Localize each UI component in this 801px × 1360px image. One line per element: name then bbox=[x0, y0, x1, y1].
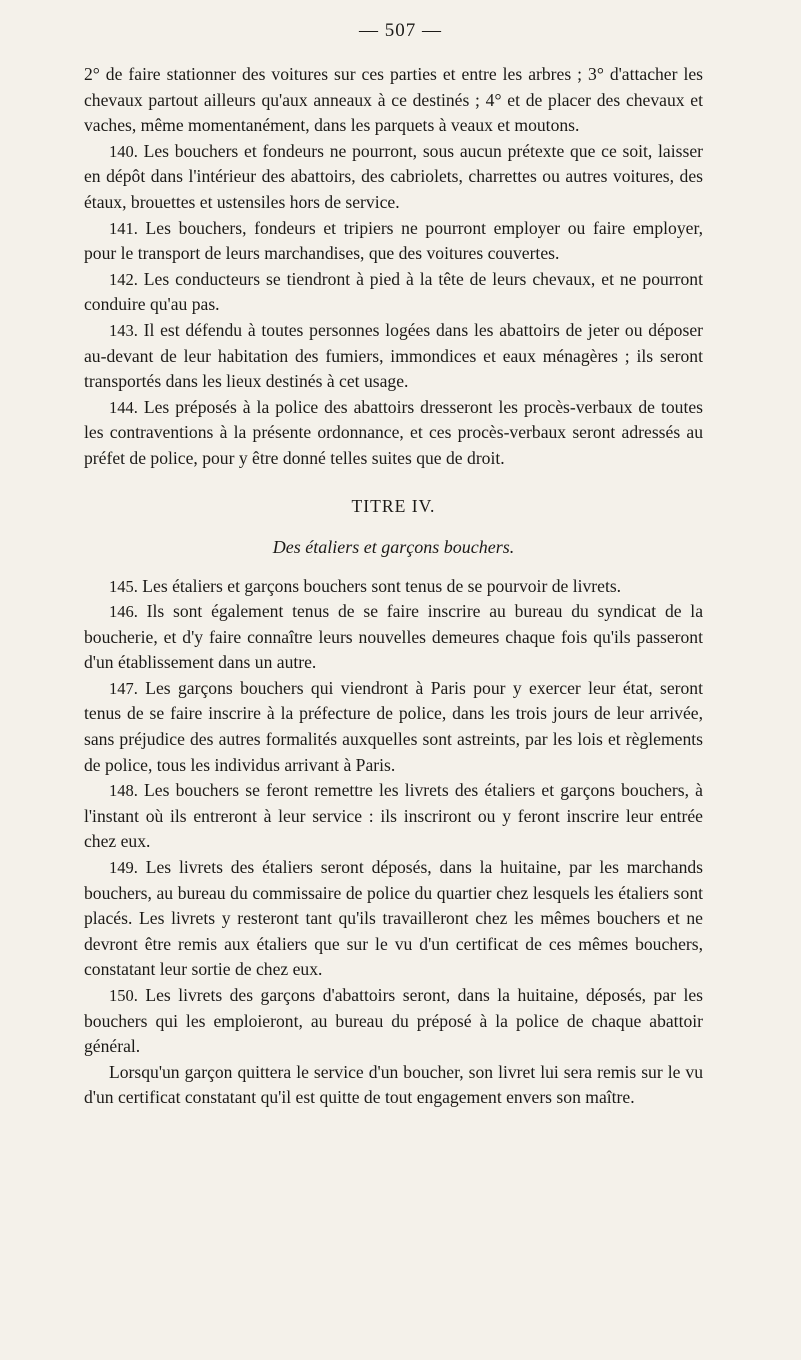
article-147 bbox=[84, 676, 703, 778]
article-146 bbox=[84, 599, 703, 676]
article-number: 142. bbox=[109, 269, 138, 289]
article-text: Les bouchers et fondeurs ne pourront, sous aucun prétexte que ce soit, laisser en dépôt dans l'intérieur des abattoirs, des cabriolets, charrettes ou autres voitures, des étaux, brouettes et ustensiles hors de service. bbox=[84, 140, 703, 212]
article-number: 141. bbox=[109, 218, 138, 238]
article-149 bbox=[84, 855, 703, 983]
article-text: Les garçons bouchers qui viendront à Paris pour y exercer leur état, seront tenus de se faire inscrire à la préfecture de police, dans les trois jours de leur arrivée, sans préjudice des autres formalités auxquelles sont astreints, par les lois et règlements de police, tous les individus arrivant à Paris. bbox=[84, 677, 703, 775]
article-text: Les étaliers et garçons bouchers sont tenus de se pourvoir de livrets. bbox=[142, 575, 622, 596]
article-number: 150. bbox=[109, 986, 138, 1005]
article-145 bbox=[84, 574, 703, 600]
article-141 bbox=[84, 216, 703, 267]
article-number: 144. bbox=[109, 397, 138, 417]
article-150 bbox=[84, 983, 703, 1060]
article-140 bbox=[84, 139, 703, 216]
article-number: 143. bbox=[109, 320, 138, 340]
article-148 bbox=[84, 778, 703, 855]
intro-paragraph: 2° de faire stationner des voitures sur ces parties et entre les arbres ; 3° d'attacher les chevaux partout ailleurs qu'aux anneaux à ce destinés ; 4° et de placer des chevaux et vaches, même momentanément, dans les parquets à veaux et moutons. bbox=[84, 64, 703, 136]
article-143 bbox=[84, 318, 703, 395]
article-144 bbox=[84, 395, 703, 472]
article-text: Les bouchers, fondeurs et tripiers ne pourront employer ou faire employer, pour le transport de leurs marchandises, que des voitures couvertes. bbox=[84, 217, 703, 264]
article-text: Les livrets des garçons d'abattoirs seront, dans la huitaine, déposés, par les bouchers qui les emploieront, au bureau du préposé à la police de chaque abattoir général. bbox=[84, 985, 704, 1057]
article-number: 146. bbox=[109, 602, 138, 622]
article-text: Les livrets des étaliers seront déposés, dans la huitaine, par les marchands bouchers, au bureau du commissaire de police du quartier chez lesquels les étaliers sont placés. Les livrets y resteront tant qu'ils travailleront chez les mêmes bouchers et ne devront être remis aux étaliers que sur le vu d'un certificat de ces mêmes bouchers, constatant leur sortie de chez eux. bbox=[84, 857, 704, 980]
article-text: Ils sont également tenus de se faire inscrire au bureau du syndicat de la boucherie, et d'y faire connaître leurs nouvelles demeures chaque fois qu'ils passeront d'un établissement dans un autre. bbox=[84, 601, 703, 673]
article-number: 145. bbox=[109, 576, 138, 596]
article-number: 140. bbox=[109, 141, 138, 161]
article-number: 149. bbox=[109, 858, 138, 878]
article-142 bbox=[84, 267, 703, 318]
section-title: TITRE IV. bbox=[351, 495, 436, 516]
article-text: Il est défendu à toutes personnes logées dans les abattoirs de jeter ou déposer au-devant de leur habitation des fumiers, immondices et eaux ménagères ; ils seront transportés dans les lieux destinés à cet usage. bbox=[84, 319, 703, 392]
article-number: 147. bbox=[109, 678, 138, 698]
closing-paragraph: Lorsqu'un garçon quittera le service d'un boucher, son livret lui sera remis sur le vu d'un certificat constatant qu'il est quitte de tout engagement envers son maître. bbox=[84, 1061, 703, 1108]
article-text: Les conducteurs se tiendront à pied à la tête de leurs chevaux, et ne pourront conduire qu'au pas. bbox=[84, 268, 703, 315]
article-text: Les bouchers se feront remettre les livrets des étaliers et garçons bouchers, à l'instant où ils entreront à leur service : ils inscriront ou y feront inscrire leur entrée chez eux. bbox=[84, 780, 703, 852]
page-number: — 507 — bbox=[359, 20, 442, 41]
body-text bbox=[84, 62, 703, 1111]
section-subtitle: Des étaliers et garçons bouchers. bbox=[272, 536, 515, 557]
article-number: 148. bbox=[109, 781, 138, 801]
article-text: Les préposés à la police des abattoirs dresseront les procès-verbaux de toutes les contraventions à la présente ordonnance, et ces procès-verbaux seront adressés au préfet de police, pour y être donné telles suites que de droit. bbox=[84, 396, 703, 468]
